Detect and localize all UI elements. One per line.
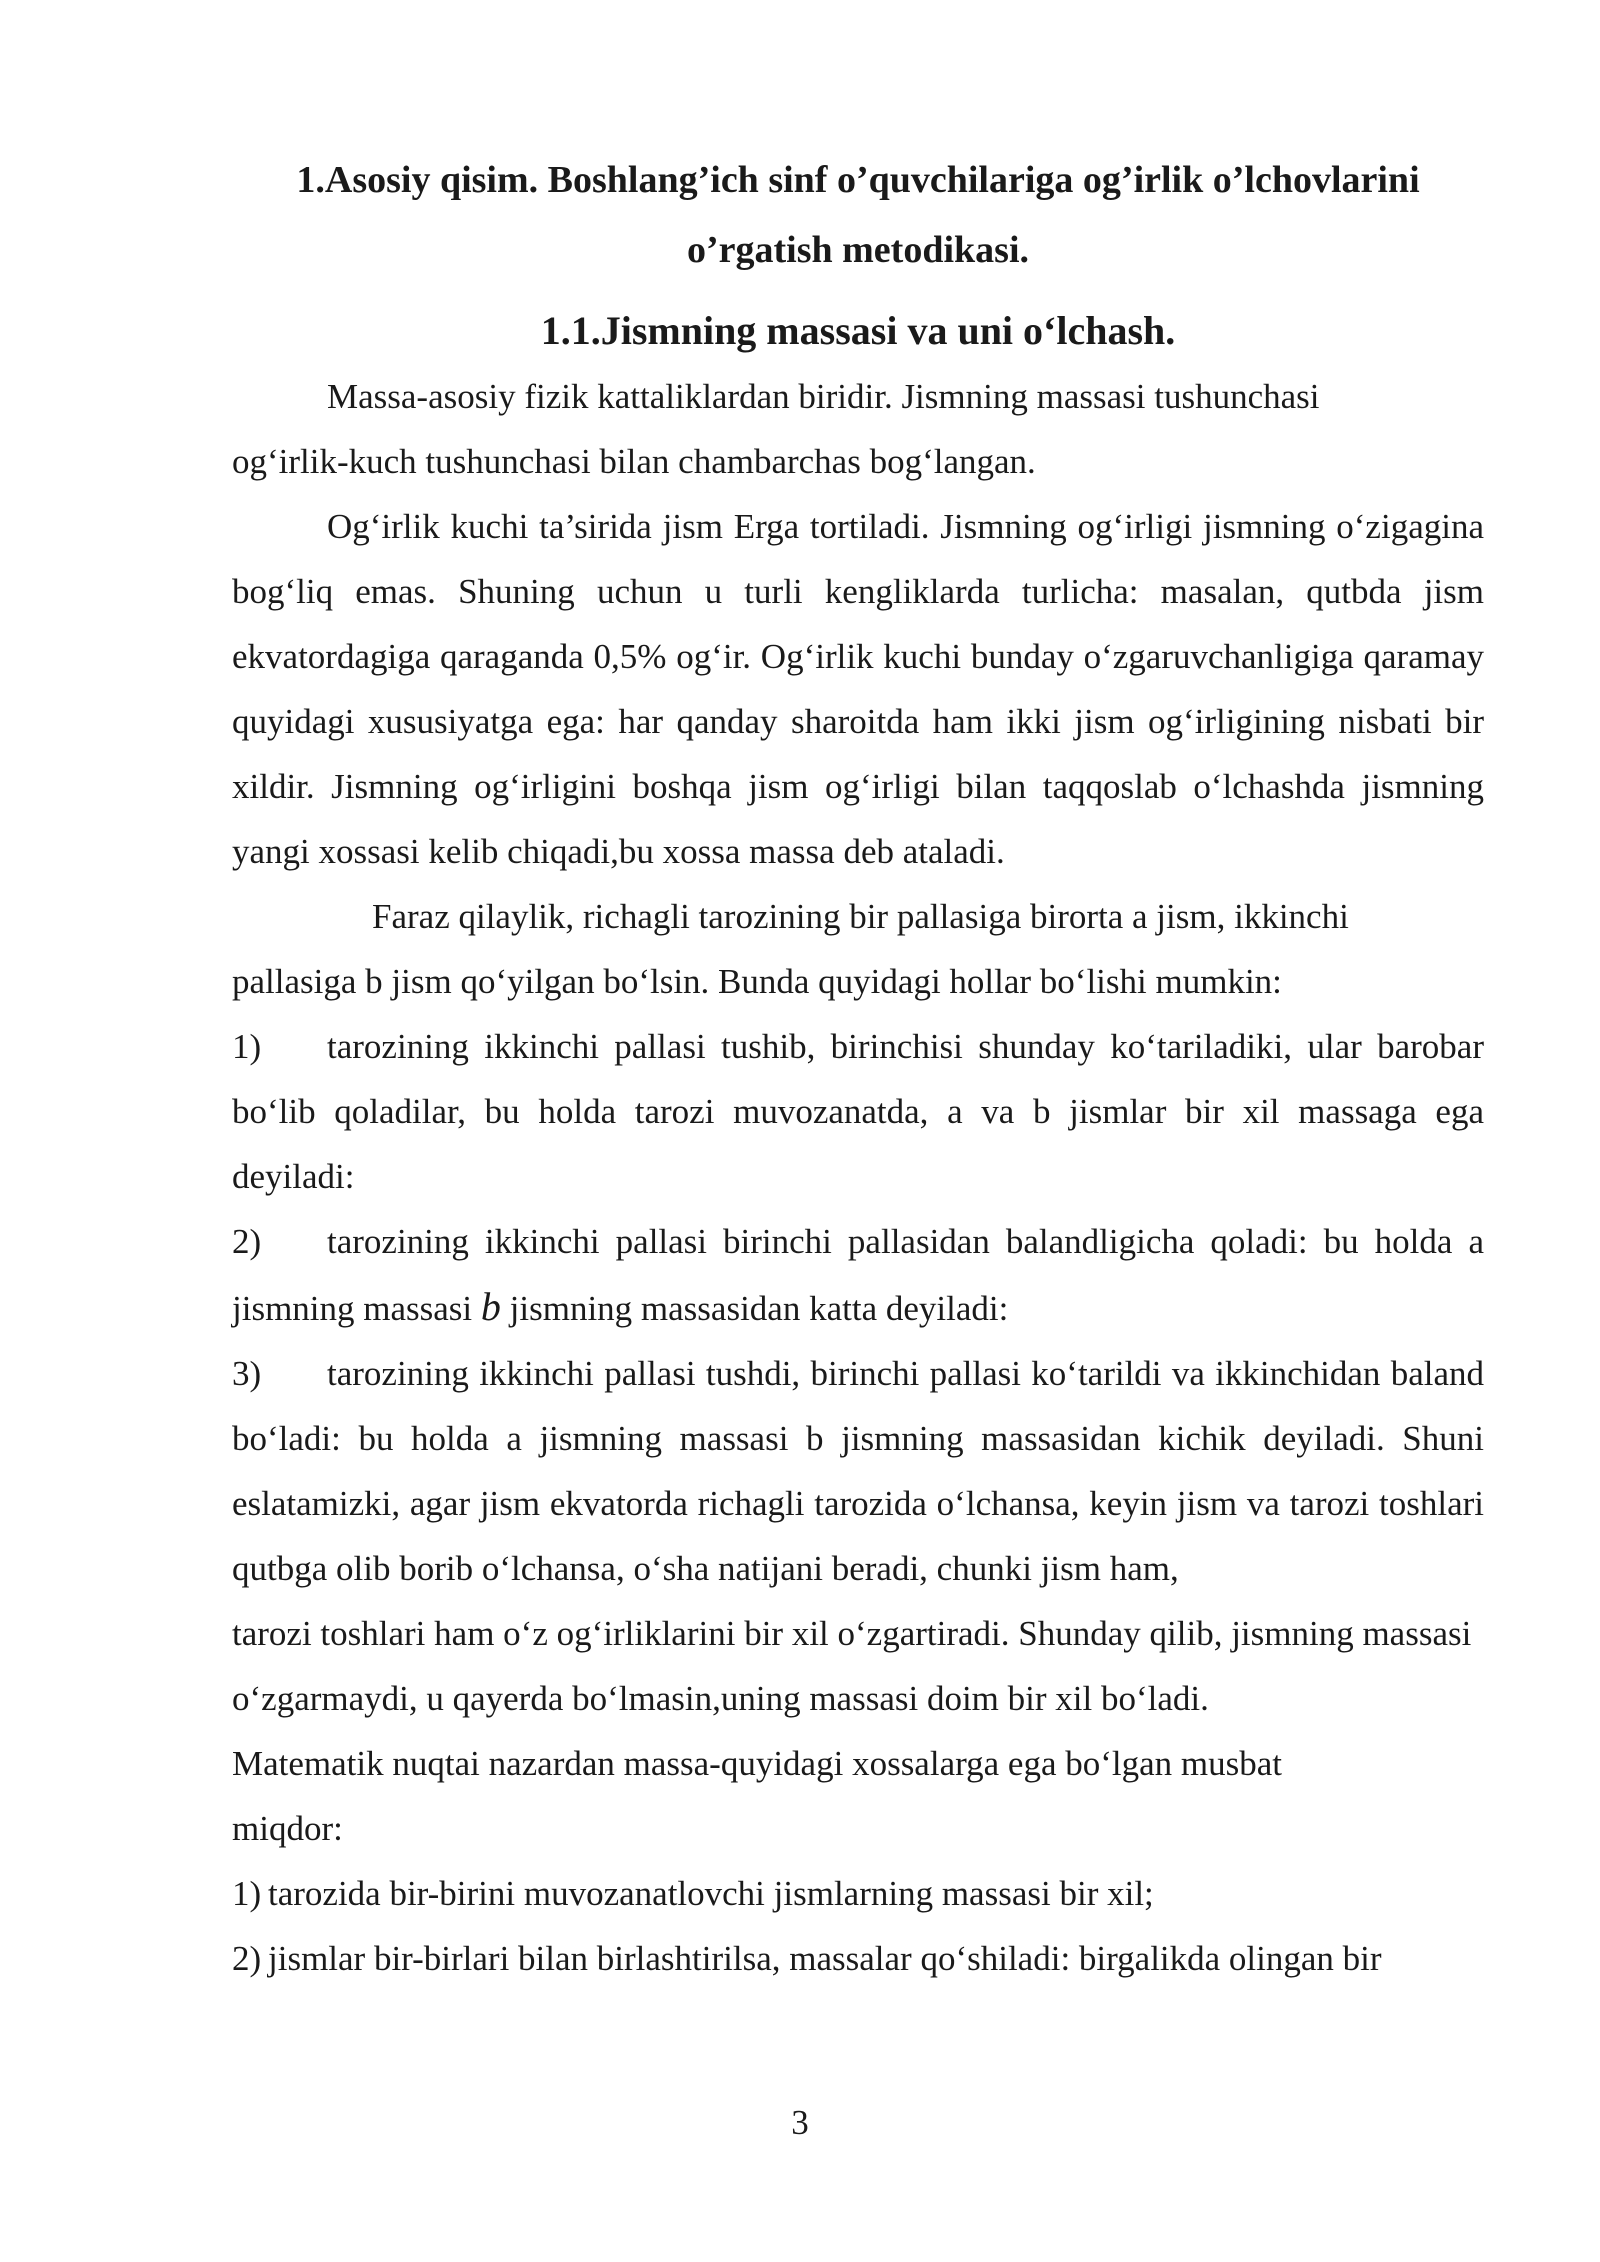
case-item-3 [232, 1341, 1484, 1601]
chapter-heading-line-2: o’rgatish metodikasi. [687, 229, 1029, 271]
paragraph-1-line-2: og‘irlik-kuch tushunchasi bilan chambarchas bog‘langan. [232, 442, 1036, 481]
section-heading: 1.1.Jismning massasi va uni o‘lchash. [540, 308, 1176, 353]
chapter-heading-line-1: 1.Asosiy qisim. Boshlang’ich sinf o’quvchilariga og’irlik o’lchovlarini [296, 159, 1420, 201]
case-text: tarozining ikkinchi pallasi tushib, birinchisi shunday ko‘tariladiki, ular barobar bo‘lib qoladilar, bu holda tarozi muvozanatda, a va b jismlar bir xil massaga ega deyiladi: [232, 1027, 1484, 1196]
case-text-end: jismning massasidan katta deyiladi: [500, 1289, 1009, 1328]
paragraph-3-line-2: pallasiga b jism qo‘yilgan bo‘lsin. Bunda quyidagi hollar bo‘lishi mumkin: [232, 962, 1282, 1001]
case-text: tarozining ikkinchi pallasi tushdi, birinchi pallasi ko‘tarildi va ikkinchidan baland bo‘ladi: bu holda a jismning massasi b jismning massasidan kichik deyiladi. Shuni eslatamizki, agar jism ekvatorda richagli tarozida o‘lchansa, keyin jism va tarozi toshlari qutbga olib borib o‘lchansa, o‘sha natijani beradi, chunki jism ham, [232, 1354, 1484, 1588]
property-item-1 [232, 1861, 1484, 1926]
case-item-2 [232, 1209, 1484, 1341]
body-text [232, 364, 1484, 1991]
case-number: 2) [232, 1222, 262, 1261]
property-text: jismlar bir-birlari bilan birlashtirilsa, massalar qo‘shiladi: birgalikda olingan bir [268, 1939, 1382, 1978]
paragraph-4: tarozi toshlari ham o‘z og‘irliklarini bir xil o‘zgartiradi. Shunday qilib, jismning massasi o‘zgarmaydi, u qayerda bo‘lmasin,uning massasi doim bir xil bo‘ladi. [232, 1614, 1472, 1718]
property-text: tarozida bir-birini muvozanatlovchi jismlarning massasi bir xil; [268, 1874, 1154, 1913]
paragraph-3-line-1: Faraz qilaylik, richagli tarozining bir pallasiga birorta a jism, ikkinchi [372, 897, 1349, 936]
property-number: 1) [232, 1874, 262, 1913]
chapter-heading [232, 145, 1484, 285]
case-text-italic-b: b [480, 1284, 501, 1329]
case-item-1 [232, 1014, 1484, 1209]
property-number: 2) [232, 1939, 262, 1978]
property-item-2 [232, 1926, 1484, 1991]
case-number: 3) [232, 1354, 262, 1393]
page-number: 3 [791, 2103, 809, 2142]
paragraph-2: Og‘irlik kuchi ta’sirida jism Erga tortiladi. Jismning og‘irligi jismning o‘zigagina bog‘liq emas. Shuning uchun u turli kengliklarda turlicha: masalan, qutbda jism ekvatordagiga qaraganda 0,5% og‘ir. Og‘irlik kuchi bunday o‘zgaruvchanligiga qaramay quyidagi xususiyatga ega: har qanday sharoitda ham ikki jism og‘irligining nisbati bir xildir. Jismning og‘irligini boshqa jism og‘irligi bilan taqqoslab o‘lchashda jismning yangi xossasi kelib chiqadi,bu xossa massa deb ataladi. [232, 507, 1484, 871]
paragraph-5-line-1: Matematik nuqtai nazardan massa-quyidagi xossalarga ega bo‘lgan musbat [232, 1744, 1282, 1783]
case-text: tarozining ikkinchi pallasi birinchi pallasidan balandligicha qoladi: bu holda a jismning massasi [232, 1222, 1484, 1328]
paragraph-1-line-1: Massa-asosiy fizik kattaliklardan biridir. Jismning massasi tushunchasi [327, 377, 1320, 416]
case-number: 1) [232, 1027, 262, 1066]
paragraph-5-line-2: miqdor: [232, 1809, 343, 1848]
